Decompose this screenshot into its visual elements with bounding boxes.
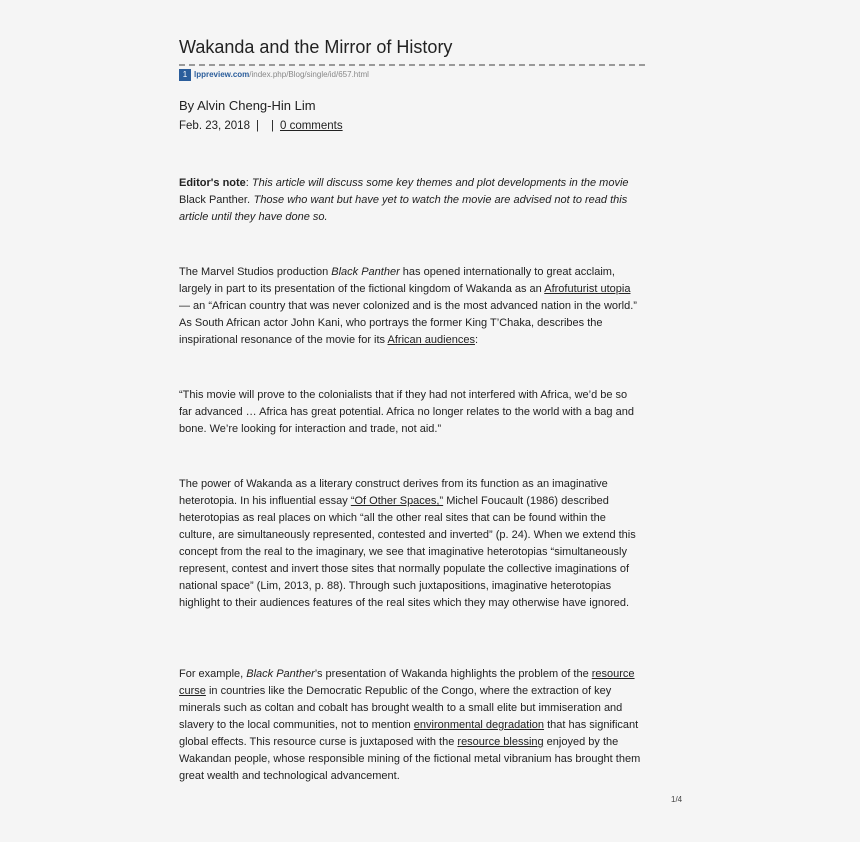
- source-url[interactable]: [194, 70, 369, 79]
- african-audiences-link[interactable]: African audiences: [387, 334, 475, 346]
- separator: |: [270, 120, 274, 132]
- movie-title: Black Panther: [246, 668, 315, 680]
- text-span: — an “African country that was never colonized and is the most advanced nation in the world.” As South African actor John Kani, who portrays the former King T’Chaka, describes the inspirational resonance of the movie for its: [179, 300, 637, 346]
- date-line: [179, 120, 343, 132]
- text-span: The power of Wakanda as a literary construct derives from its function as an imaginative heterotopia. In his influential essay: [179, 478, 608, 507]
- quote-paragraph: “This movie will prove to the colonialists that if they had not interfered with Africa, we’d be so far advanced … Africa has great potential. Africa no longer relates to the world with a bag and bone. We’re looking for interaction and trade, not aid.”: [179, 389, 634, 435]
- of-other-spaces-link[interactable]: “Of Other Spaces,”: [350, 495, 444, 507]
- text-span: in countries like the Democratic Republic of the Congo, where the extraction of key minerals such as coltan and cobalt has brought wealth to a small elite but immiseration and slavery to the local communities, not to mention: [179, 685, 623, 731]
- page-number: 1/4: [671, 795, 683, 804]
- text-span: Michel Foucault (1986) described heterotopias as real places on which “all the other real sites that can be found within the culture, are simultaneously represented, contested and inverted” (p. 24). When we extend this concept from the real to the imaginary, we see that imaginative heterotopias “simultaneously represent, contest and invert those sites that normally populate the collective imaginations of national space” (Lim, 2013, p. 88). Through such juxtapositions, imaginative heterotopias highlight to their audiences features of the real sites which they may otherwise have ignored.: [179, 495, 636, 609]
- publish-date: Feb. 23, 2018: [179, 120, 250, 132]
- text-span: For example,: [179, 668, 247, 680]
- paragraph-4: [179, 666, 641, 785]
- environmental-degradation-link[interactable]: environmental degradation: [413, 719, 545, 731]
- resource-curse-link[interactable]: resource curse: [179, 668, 635, 697]
- afrofuturist-utopia-link[interactable]: Afrofuturist utopia: [544, 283, 631, 295]
- separator: |: [255, 120, 259, 132]
- byline: By Alvin Cheng-Hin Lim: [179, 98, 316, 113]
- comments-link[interactable]: 0 comments: [279, 120, 343, 132]
- text-span: enjoyed by the Wakandan people, whose responsible mining of the fictional metal vibranium has brought them great wealth and technological advancement.: [179, 736, 641, 782]
- editors-note: [179, 175, 641, 226]
- editors-note-label: Editor's note: [179, 177, 246, 189]
- movie-title: Black Panther: [331, 266, 400, 278]
- source-favicon-icon: 1: [179, 69, 191, 81]
- text-span: . Those who want but have yet to watch the movie are advised not to read this article until they have done so.: [179, 194, 628, 223]
- text-span: :: [474, 334, 479, 346]
- text-span: This article will discuss some key themes and plot developments in the movie: [248, 177, 629, 189]
- resource-blessing-link[interactable]: resource blessing: [457, 736, 544, 748]
- movie-title: Black Panther: [179, 194, 248, 206]
- source-line: [179, 64, 645, 82]
- dashed-divider: [179, 64, 645, 66]
- source-domain: lppreview.com: [194, 70, 250, 79]
- source-path: /index.php/Blog/single/id/657.html: [249, 70, 369, 79]
- text-span: ’s presentation of Wakanda highlights the problem of the: [314, 668, 592, 680]
- text-span: has opened internationally to great acclaim, largely in part to its presentation of the fictional kingdom of Wakanda as an: [179, 266, 615, 295]
- text-span: that has significant global effects. This resource curse is juxtaposed with the: [179, 719, 639, 748]
- text-span: The Marvel Studios production: [179, 266, 332, 278]
- article-title: Wakanda and the Mirror of History: [179, 37, 453, 57]
- paragraph-1: [179, 264, 641, 349]
- text-span: :: [245, 177, 249, 189]
- paragraph-3: [179, 476, 641, 612]
